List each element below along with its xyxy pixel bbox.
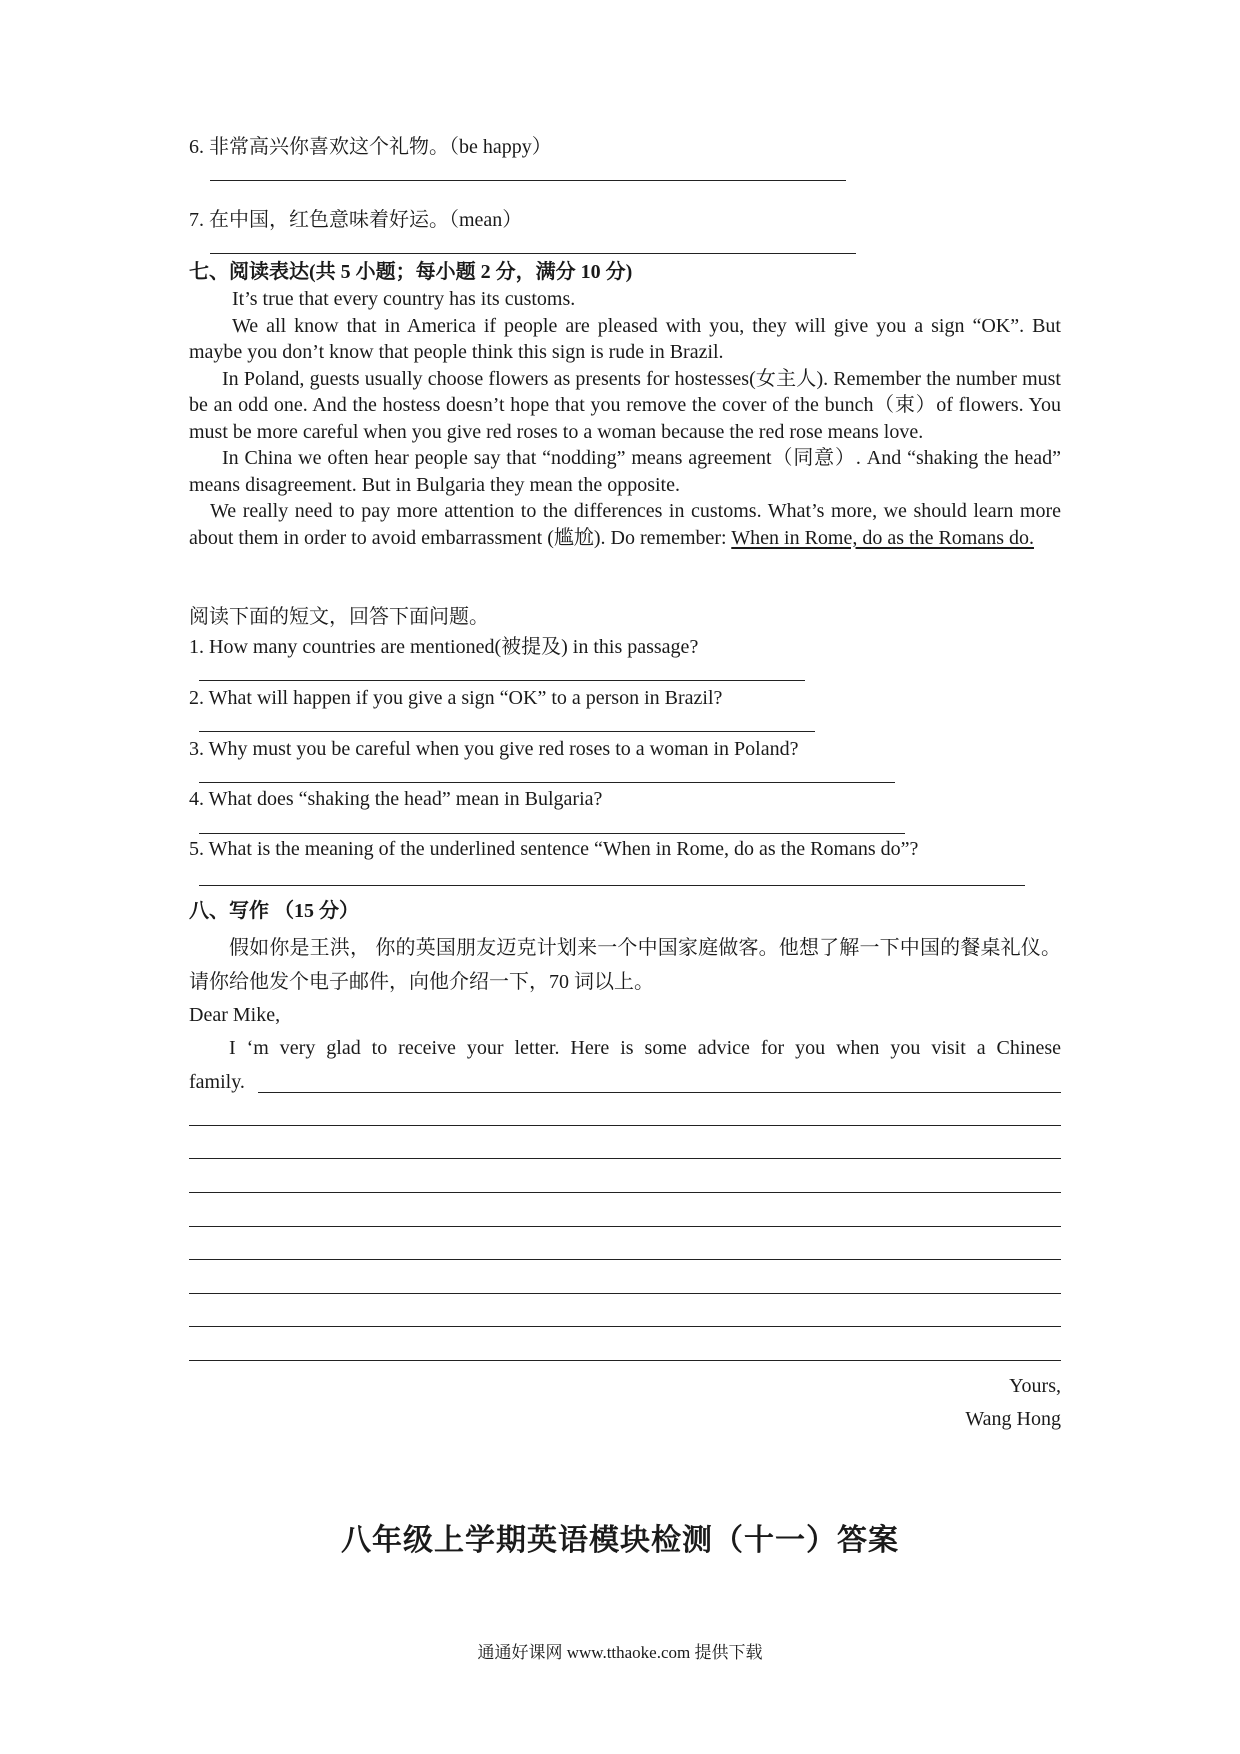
passage-paragraph-3: In Poland, guests usually choose flowers as presents for hostesses(女主人). Remember the number must be an odd one. And the hostess doesn’t hope that you remove the cover of the bunch（束）of flowers. You must be more careful when you give red roses to a woman because the red rose means love. (189, 367, 1061, 443)
answer-line-q7 (210, 253, 856, 254)
writing-line-1 (258, 1092, 1061, 1093)
reading-heading: 七、阅读表达(共 5 小题；每小题 2 分，满分 10 分) (189, 261, 633, 283)
page-footer: 通通好课网 www.tthaoke.com 提供下载 (477, 1643, 763, 1662)
reading-passage (189, 286, 1061, 551)
writing-heading: 八、写作 （15 分） (189, 900, 359, 922)
letter-signature: Wang Hong (965, 1408, 1061, 1430)
answer-line-5 (199, 885, 1025, 886)
letter-greeting: Dear Mike, (189, 1004, 281, 1026)
reading-question-4: 4. What does “shaking the head” mean in Bulgaria? (189, 788, 603, 810)
writing-line-5 (189, 1226, 1061, 1227)
answer-line-q6 (210, 180, 846, 181)
reading-instruction: 阅读下面的短文，回答下面问题。 (189, 606, 489, 628)
writing-line-4 (189, 1192, 1061, 1193)
reading-question-2: 2. What will happen if you give a sign “OK” to a person in Brazil? (189, 687, 723, 709)
writing-line-7 (189, 1293, 1061, 1294)
writing-line-6 (189, 1259, 1061, 1260)
writing-prompt: 假如你是王洪， 你的英国朋友迈克计划来一个中国家庭做客。他想了解一下中国的餐桌礼仪。请你给他发个电子邮件，向他介绍一下，70 词以上。 (189, 937, 1061, 993)
answer-line-3 (199, 782, 895, 783)
answer-line-4 (199, 833, 905, 834)
writing-line-3 (189, 1158, 1061, 1159)
answer-line-2 (199, 731, 815, 732)
answer-key-title: 八年级上学期英语模块检测（十一）答案 (341, 1523, 899, 1558)
passage-paragraph-4: In China we often hear people say that “nodding” means agreement（同意）. And “shaking the head” means disagreement. But in Bulgaria they mean the opposite. (189, 447, 1061, 496)
passage-paragraph-2: We all know that in America if people are pleased with you, they will give you a sign “OK”. But maybe you don’t know that people think this sign is rude in Brazil. (189, 314, 1061, 363)
answer-line-1 (199, 680, 805, 681)
letter-closing: Yours, (1009, 1375, 1061, 1397)
writing-line-9 (189, 1360, 1061, 1361)
passage-paragraph-1: It’s true that every country has its customs. (232, 288, 576, 310)
writing-line-8 (189, 1326, 1061, 1327)
letter-opening-end: family. (189, 1071, 245, 1093)
passage-paragraph-5 (189, 498, 1061, 551)
reading-question-3: 3. Why must you be careful when you give red roses to a woman in Poland? (189, 738, 799, 760)
translation-q7: 7. 在中国，红色意味着好运。（mean） (189, 209, 523, 231)
reading-question-1: 1. How many countries are mentioned(被提及) in this passage? (189, 636, 699, 658)
writing-line-2 (189, 1125, 1061, 1126)
translation-q6: 6. 非常高兴你喜欢这个礼物。（be happy） (189, 136, 552, 158)
reading-question-5: 5. What is the meaning of the underlined sentence “When in Rome, do as the Romans do”? (189, 838, 919, 860)
underlined-sentence: When in Rome, do as the Romans do. (731, 526, 1034, 549)
paragraph-5-text: We really need to pay more attention to the differences in customs. What’s more, we should learn more about them in order to avoid embarrassment (尴尬). Do remember: (189, 500, 1061, 549)
letter-opening: I ‘m very glad to receive your letter. Here is some advice for you when you visit a Chinese (229, 1037, 1061, 1059)
